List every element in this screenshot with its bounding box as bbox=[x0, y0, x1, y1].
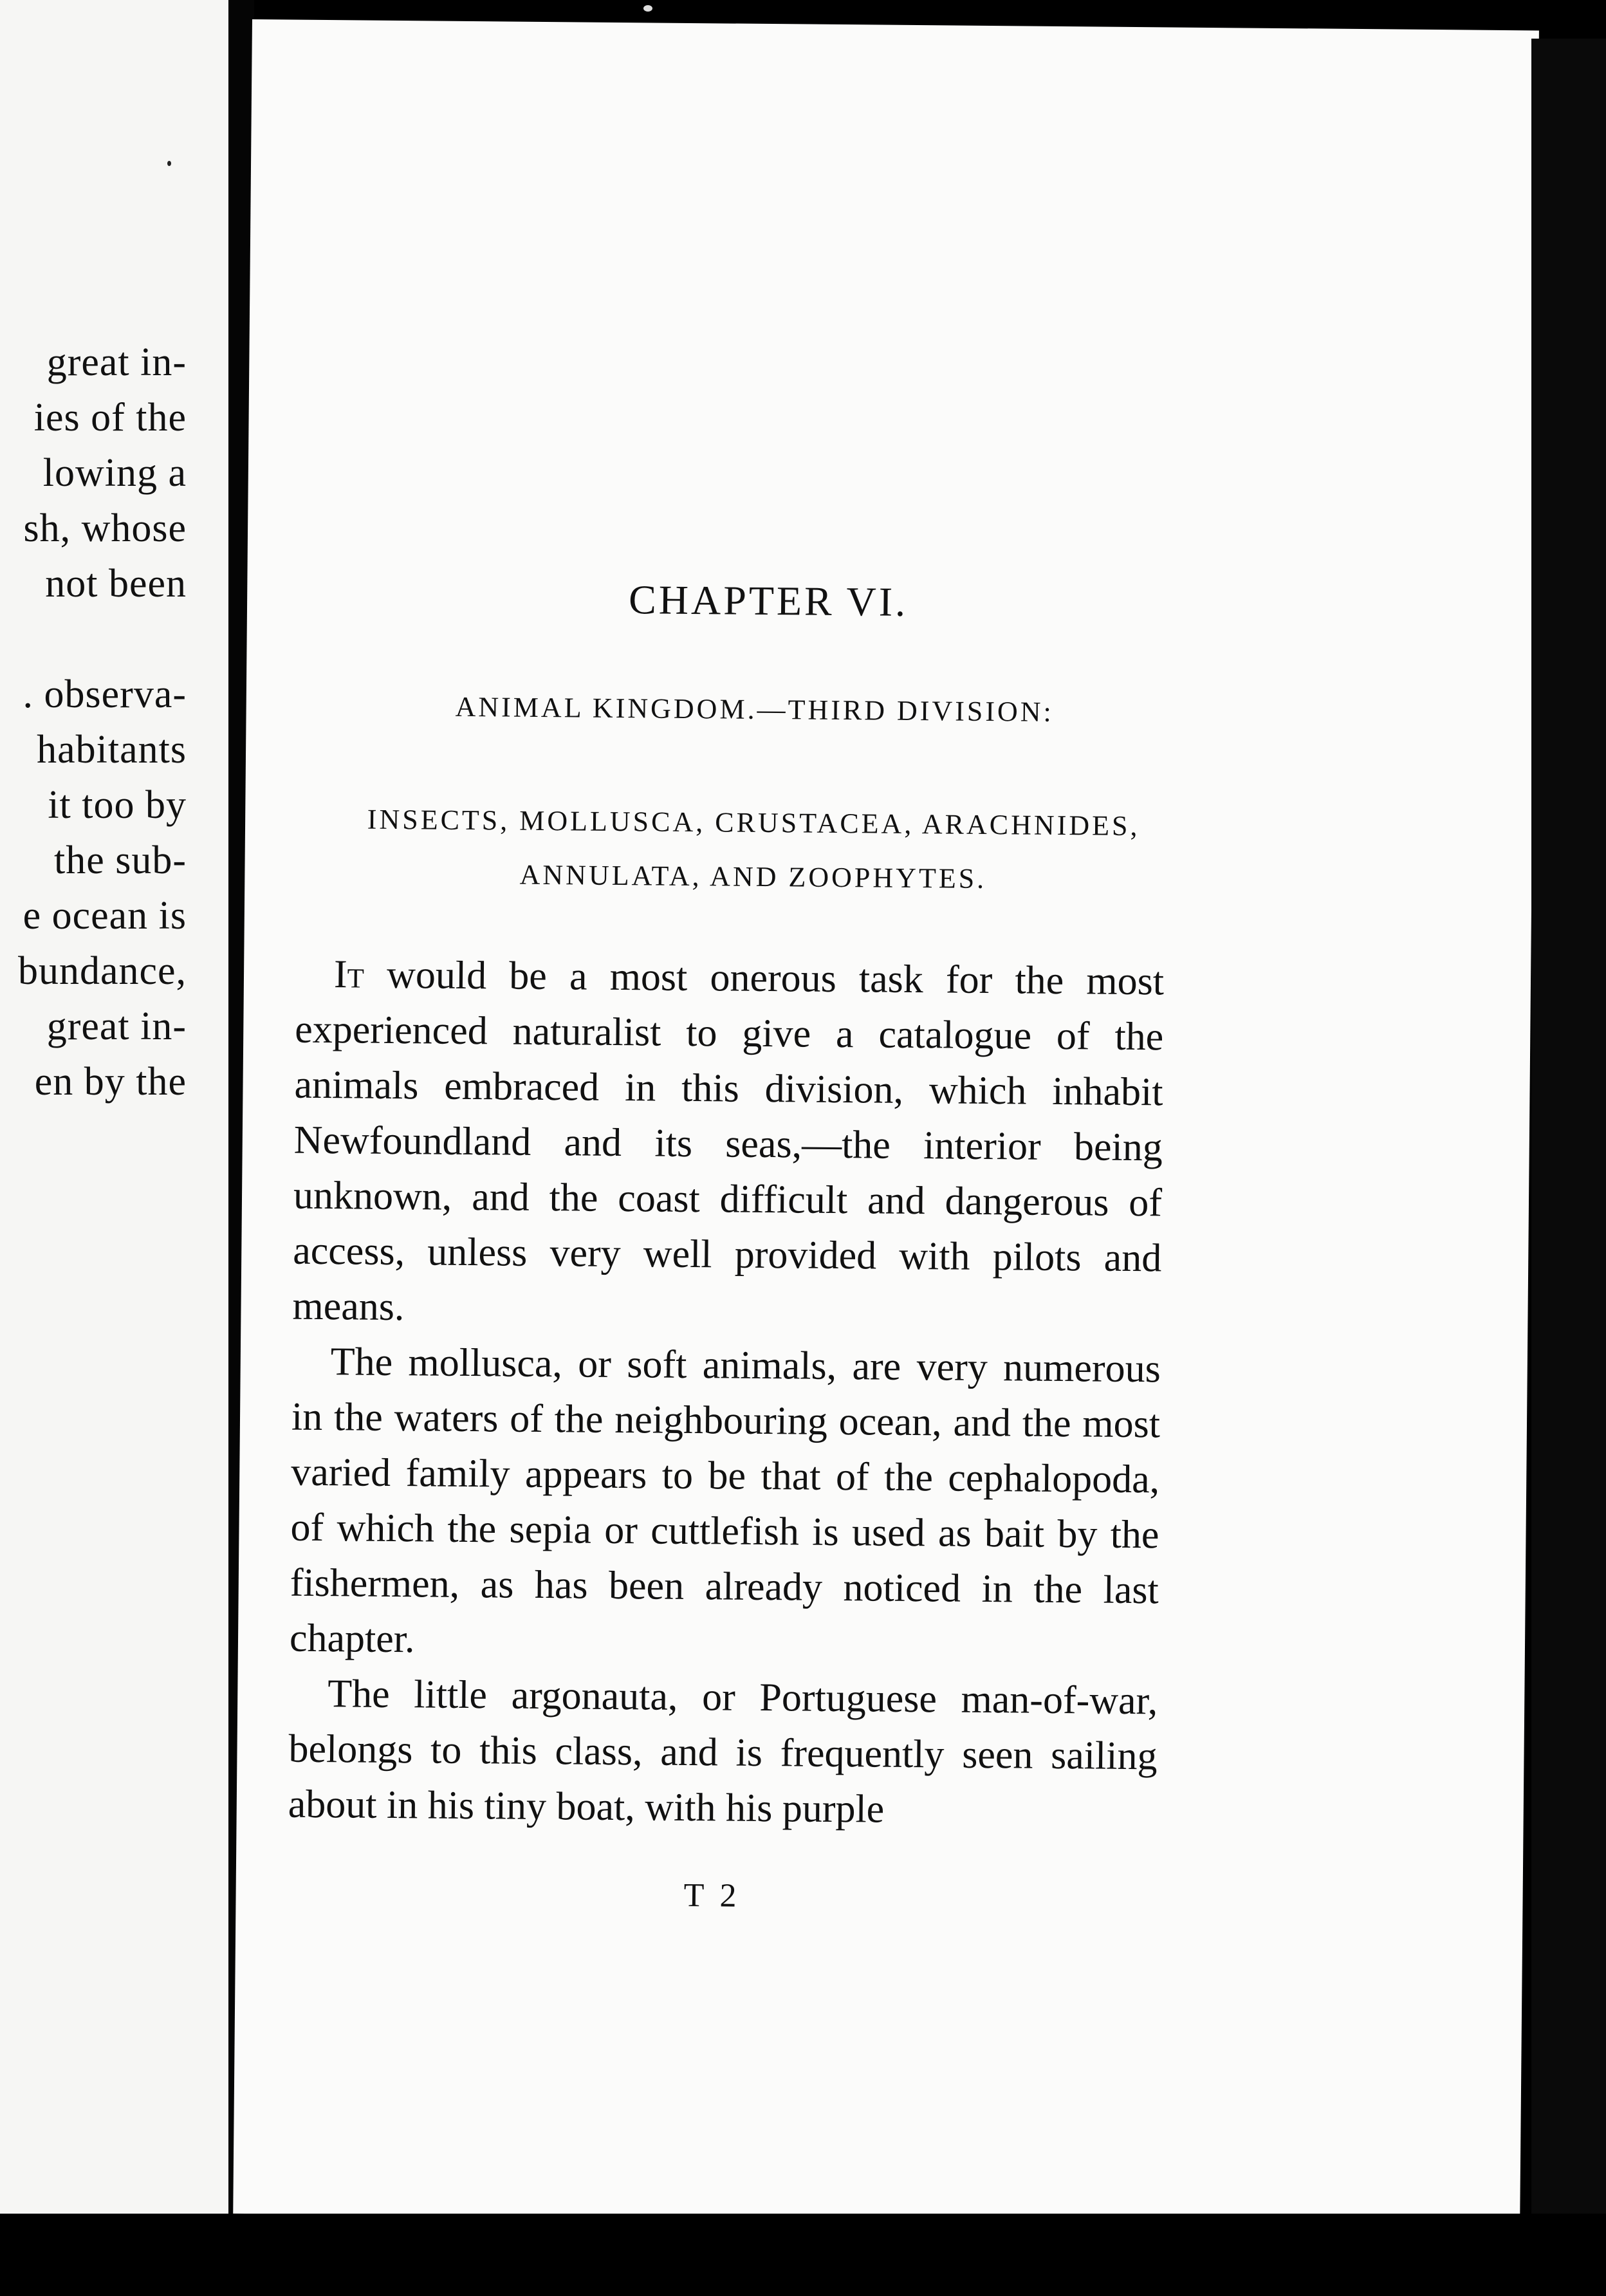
signature-mark: T 2 bbox=[683, 1876, 741, 1914]
scan-speck bbox=[643, 5, 652, 12]
left-line: . observa- bbox=[23, 672, 187, 716]
left-line: the sub- bbox=[53, 838, 187, 882]
chapter-title: CHAPTER VI. bbox=[628, 577, 909, 625]
left-line: great in- bbox=[46, 1004, 187, 1048]
left-line: great in- bbox=[46, 340, 187, 384]
left-line: not been bbox=[45, 562, 187, 606]
left-line: en by the bbox=[34, 1060, 187, 1104]
subjects-line: ANNULATA, AND ZOOPHYTES. bbox=[519, 858, 987, 895]
paragraph bbox=[290, 1334, 1161, 1674]
paragraph-text: would be a most onerous task for the most experienced naturalist to give a catalogue of the animals embraced in this division, which inhabit Newfoundland and its seas,—the interior being unknown, and the coast difficult and dangerous of access, unless very well provided with pilots and means. bbox=[292, 952, 1165, 1329]
left-facing-page bbox=[0, 0, 228, 2214]
left-line-gap bbox=[0, 611, 187, 667]
paragraph bbox=[288, 1666, 1158, 1840]
scan-speck bbox=[167, 161, 171, 166]
subjects-heading bbox=[315, 792, 1191, 908]
right-page bbox=[233, 19, 1539, 2225]
left-page-text bbox=[0, 335, 187, 1109]
left-line: ies of the bbox=[33, 396, 187, 440]
left-line: habitants bbox=[37, 728, 187, 772]
left-line: it too by bbox=[48, 783, 187, 827]
left-line: lowing a bbox=[42, 451, 187, 495]
left-line: e ocean is bbox=[23, 894, 187, 938]
paragraph-text: The mollusca, or soft animals, are very numerous in the waters of the neighbouring ocean, and the most varied family appears to be that of the cephalopoda, of which the sepia or cuttlefish is used as bait by the fishermen, as has been already noticed in the last chapter. bbox=[289, 1340, 1161, 1662]
subjects-line: INSECTS, MOLLUSCA, CRUSTACEA, ARACHNIDES, bbox=[367, 803, 1140, 842]
left-line: sh, whose bbox=[23, 506, 187, 550]
division-heading: ANIMAL KINGDOM.—THIRD DIVISION: bbox=[455, 690, 1054, 728]
opening-word: It bbox=[333, 952, 365, 997]
left-line: bundance, bbox=[17, 949, 187, 993]
bottom-border bbox=[0, 2214, 1606, 2296]
paragraph bbox=[292, 947, 1164, 1342]
chapter-body bbox=[288, 947, 1164, 1840]
paragraph-text: The little argonauta, or Portuguese man-of-war, belongs to this class, and is frequently seen sailing about in his tiny boat, with his purple bbox=[288, 1672, 1158, 1831]
right-page-edge bbox=[1531, 39, 1606, 2227]
